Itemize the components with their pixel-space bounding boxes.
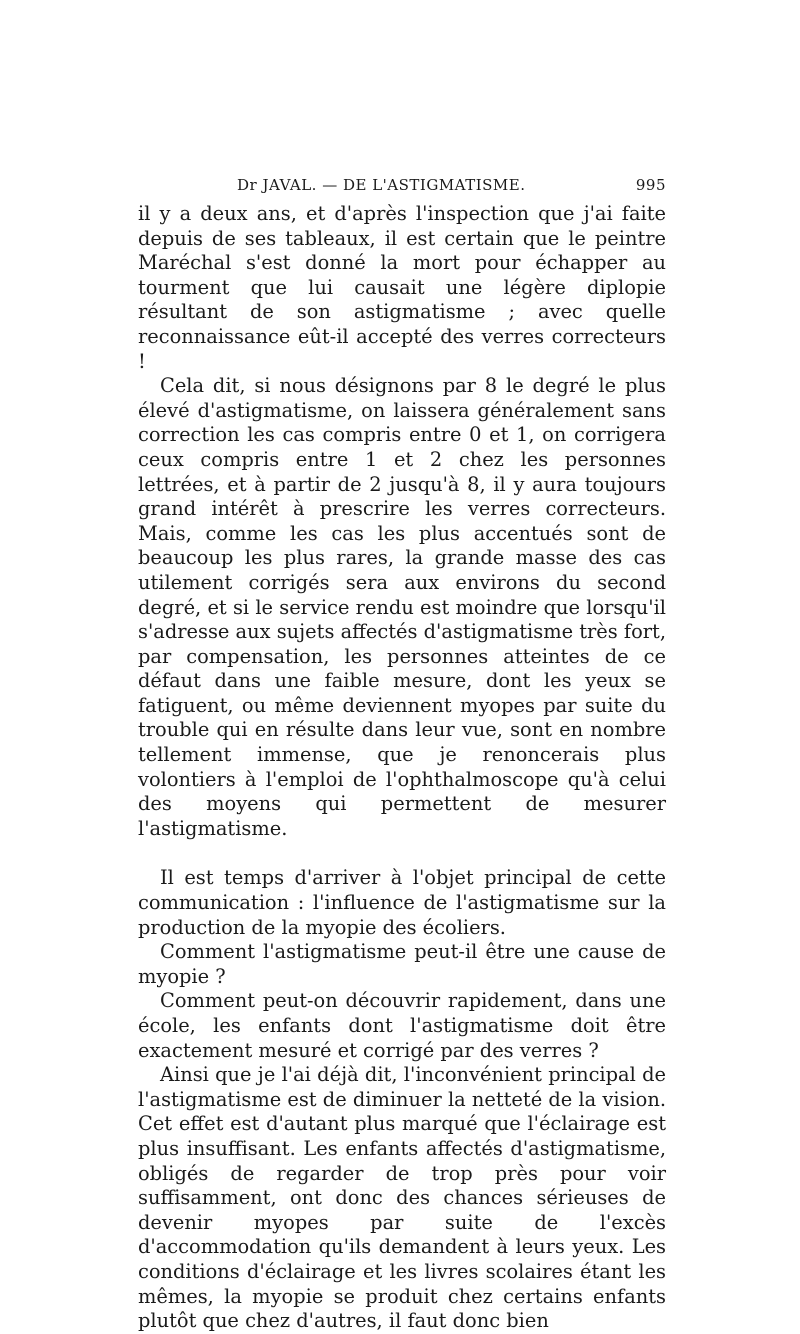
running-head bbox=[138, 176, 666, 200]
book-page bbox=[138, 0, 666, 1333]
body-text bbox=[138, 202, 666, 1334]
paragraph: Il est temps d'arriver à l'objet principal de cette communication : l'influence de l'astigmatisme sur la production de la myopie des écoliers. bbox=[138, 866, 666, 939]
paragraph: Comment l'astigmatisme peut-il être une cause de myopie ? bbox=[138, 940, 666, 988]
paragraph: Ainsi que je l'ai déjà dit, l'inconvénient principal de l'astigmatisme est de diminuer la netteté de la vision. Cet effet est d'autant plus marqué que l'éclairage est plus insuffisant. Les enfants affectés d'astigmatisme, obligés de regarder de trop près pour voir suffisamment, ont donc des chances sérieuses de devenir myopes par suite de l'excès d'accommodation qu'ils demandent à leurs yeux. Les conditions d'éclairage et les livres scolaires étant les mêmes, la myopie se produit chez certains enfants plutôt que chez d'autres, il faut donc bien bbox=[138, 1063, 666, 1333]
running-head-title: Dr JAVAL. — DE L'ASTIGMATISME. bbox=[237, 176, 526, 194]
paragraph: il y a deux ans, et d'après l'inspection que j'ai faite depuis de ses tableaux, il est certain que le peintre Maréchal s'est donné la mort pour échapper au tourment que lui causait une légère diplopie résultant de son astigmatisme ; avec quelle reconnaissance eût-il accepté des verres correcteurs ! bbox=[138, 202, 666, 373]
paragraph: Comment peut-on découvrir rapidement, dans une école, les enfants dont l'astigmatisme doit être exactement mesuré et corrigé par des verres ? bbox=[138, 989, 666, 1062]
page-number: 995 bbox=[635, 176, 666, 194]
paragraph: Cela dit, si nous désignons par 8 le degré le plus élevé d'astigmatisme, on laissera généralement sans correction les cas compris entre 0 et 1, on corrigera ceux compris entre 1 et 2 chez les personnes lettrées, et à partir de 2 jusqu'à 8, il y aura toujours grand intérêt à prescrire les verres correcteurs. Mais, comme les cas les plus accentués sont de beaucoup les plus rares, la grande masse des cas utilement corrigés sera aux environs du second degré, et si le service rendu est moindre que lorsqu'il s'adresse aux sujets affectés d'astigmatisme très fort, par compensation, les personnes atteintes de ce défaut dans une faible mesure, dont les yeux se fatiguent, ou même deviennent myopes par suite du trouble qui en résulte dans leur vue, sont en nombre tellement immense, que je renoncerais plus volontiers à l'emploi de l'ophthalmoscope qu'à celui des moyens qui permettent de mesurer l'astigmatisme. bbox=[138, 374, 666, 840]
